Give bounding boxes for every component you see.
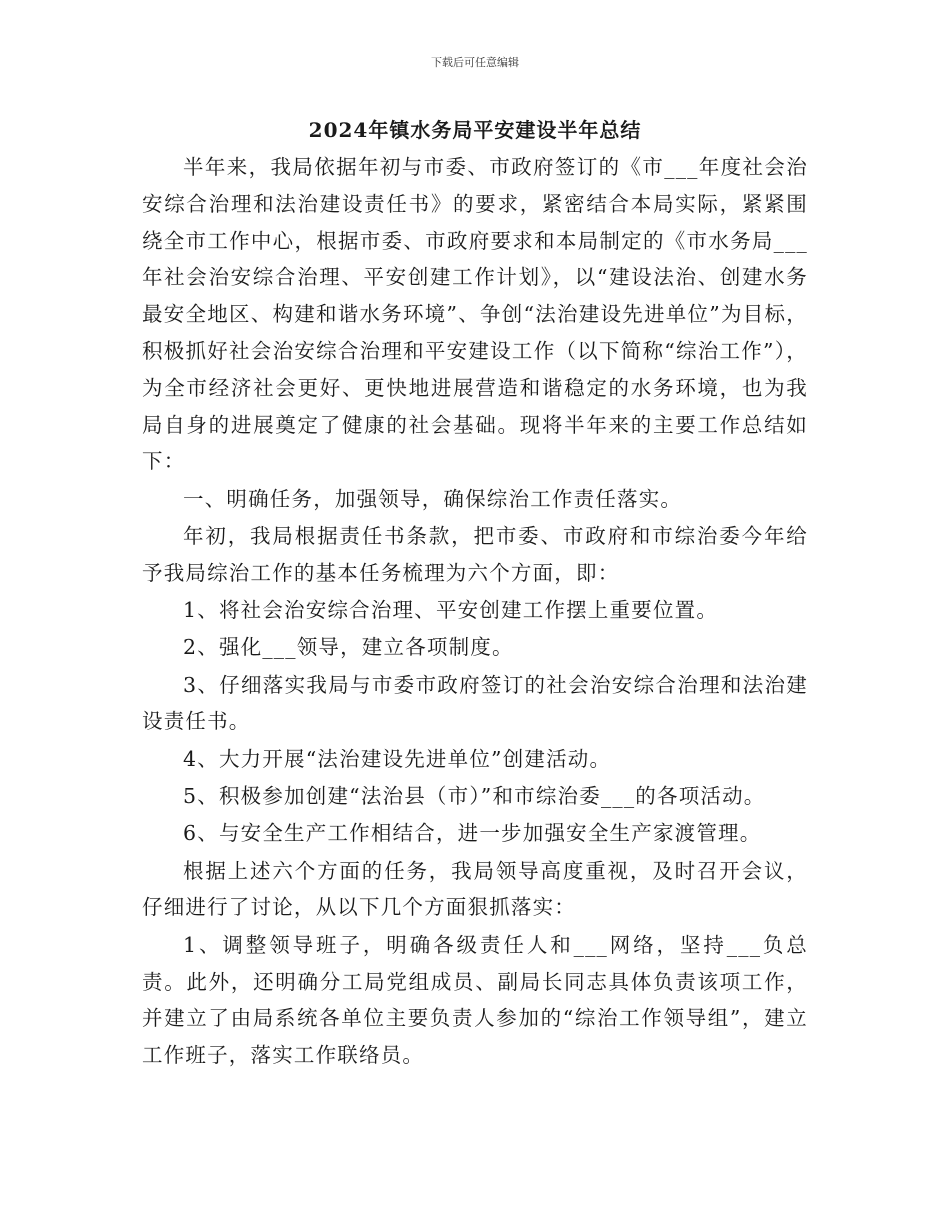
paragraph-task-6: 6、与安全生产工作相结合，进一步加强安全生产家渡管理。 [183, 821, 762, 846]
paragraph-task-5: 5、积极参加创建“法治县（市）”和市综治委___的各项活动。 [183, 784, 766, 809]
paragraph-task-2: 2、强化___领导，建立各项制度。 [183, 635, 514, 660]
header-note: 下载后可任意编辑 [431, 56, 519, 69]
paragraph-implementation: 根据上述六个方面的任务，我局领导高度重视，及时召开会议，仔细进行了讨论，从以下几个方面狠抓落实： [142, 858, 808, 920]
paragraph-section-heading: 一、明确任务，加强领导，确保综治工作责任落实。 [183, 486, 683, 511]
paragraph-intro: 半年来，我局依据年初与市委、市政府签订的《市___年度社会治安综合治理和法治建设责任书》的要求，紧密结合本局实际，紧紧围绕全市工作中心，根据市委、市政府要求和本局制定的《市水务局___年社会治安综合治理、平安创建工作计划》，以“建设法治、创建水务最安全地区、构建和谐水务环境”、争创“法治建设先进单位”为目标，积极抓好社会治安综合治理和平安建设工作（以下简称“综治工作”），为全市经济社会更好、更快地进展营造和谐稳定的水务环境，也为我局自身的进展奠定了健康的社会基础。现将半年来的主要工作总结如下： [142, 155, 808, 474]
paragraph-measure-1: 1、调整领导班子，明确各级责任人和___网络，坚持___负总责。此外，还明确分工局党组成员、副局长同志具体负责该项工作，并建立了由局系统各单位主要负责人参加的“综治工作领导组”，建立工作班子，落实工作联络员。 [142, 932, 808, 1068]
document-body [142, 149, 808, 1074]
paragraph-task-1: 1、将社会治安综合治理、平安创建工作摆上重要位置。 [183, 598, 719, 623]
paragraph-task-3: 3、仔细落实我局与市委市政府签订的社会治安综合治理和法治建设责任书。 [142, 672, 808, 734]
document-title: 2024年镇水务局平安建设半年总结 [308, 118, 642, 142]
paragraph-task-4: 4、大力开展“法治建设先进单位”创建活动。 [183, 746, 612, 771]
paragraph-tasks-intro: 年初，我局根据责任书条款，把市委、市政府和市综治委今年给予我局综治工作的基本任务梳理为六个方面，即： [142, 523, 808, 585]
